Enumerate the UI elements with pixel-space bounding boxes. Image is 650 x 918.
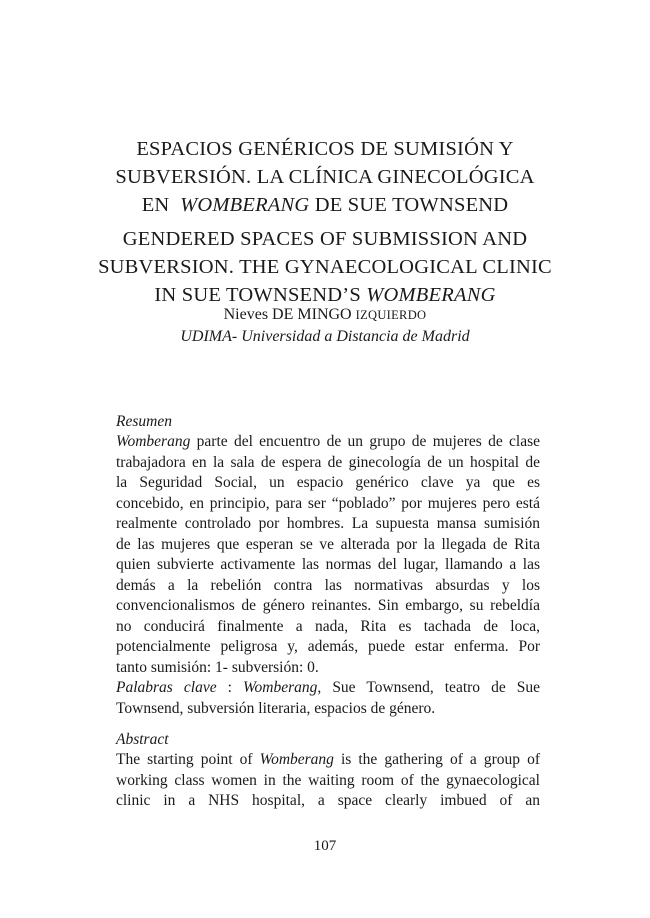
abstract-work-name: Womberang	[259, 751, 334, 768]
resumen-line: concebido, en principio, para ser “poblado” por mujeres pero está	[116, 494, 540, 512]
title-es-line-3	[80, 191, 570, 219]
resumen-line-text: parte del encuentro de un grupo de mujeres de clase	[190, 433, 540, 450]
resumen-line	[116, 432, 540, 453]
resumen-line: no conducirá finalmente a nada, Rita es tachada de loca,	[116, 617, 540, 635]
resumen-line: de las mujeres que esperan se ve alterada por la llegada de Rita	[116, 535, 540, 553]
resumen-line: quien subvierte activamente las normas del lugar, llamando a las	[116, 556, 540, 573]
resumen-work-name: Womberang	[116, 433, 191, 450]
abstract-line: working class women in the waiting room of the gynaecological	[116, 771, 540, 789]
title-es-line-3-suffix: DE SUE TOWNSEND	[314, 194, 509, 216]
title-es-line-2: SUBVERSIÓN. LA CLÍNICA GINECOLÓGICA	[115, 166, 535, 188]
author-block	[80, 304, 570, 347]
abstract-paragraph	[116, 750, 540, 812]
abstract-heading: Abstract	[116, 731, 169, 748]
resumen-line: demás a la rebelión contra las normativas absurdas y los	[116, 576, 540, 594]
abstract-section	[116, 730, 540, 812]
page-number: 107	[313, 838, 337, 854]
keywords-colon: :	[227, 679, 232, 696]
title-en-line-1: GENDERED SPACES OF SUBMISSION AND	[122, 228, 528, 250]
title-en-work-name: WOMBERANG	[366, 284, 496, 306]
keywords-label: Palabras clave	[116, 679, 217, 696]
keywords-work-name: Womberang	[243, 679, 318, 696]
resumen-heading: Resumen	[116, 413, 172, 430]
author-surname-smallcaps: IZQUIERDO	[355, 308, 427, 322]
resumen-paragraph	[116, 432, 540, 719]
english-title	[80, 225, 570, 309]
author-name-main: Nieves DE MINGO	[223, 306, 352, 323]
resumen-line: potencialmente peligrosa y, además, puede estar enferma. Por	[116, 638, 540, 655]
title-en-line-3-prefix: IN SUE TOWNSEND’S	[154, 284, 361, 306]
keywords-rest: , Sue Townsend, teatro de Sue	[317, 679, 541, 696]
resumen-line: la Seguridad Social, un espacio genérico clave ya que es	[116, 474, 540, 491]
author-name	[80, 304, 570, 326]
resumen-line: realmente controlado por hombres. La supuesta mansa sumisión	[116, 515, 540, 532]
resumen-line: trabajadora en la sala de espera de ginecología de un hospital de	[116, 453, 540, 471]
keywords-line	[116, 678, 540, 699]
title-es-work-name: WOMBERANG	[180, 194, 310, 216]
keywords-line: Townsend, subversión literaria, espacios de género.	[116, 699, 436, 717]
author-affiliation: UDIMA- Universidad a Distancia de Madrid	[180, 328, 470, 345]
resumen-section	[116, 412, 540, 719]
abstract-line-1-suffix: is the gathering of a group of	[333, 751, 540, 768]
title-en-line-2: SUBVERSION. THE GYNAECOLOGICAL CLINIC	[98, 256, 552, 278]
abstract-line: clinic in a NHS hospital, a space clearly imbued of an	[116, 792, 540, 809]
abstract-line-1-prefix: The starting point of	[116, 751, 260, 768]
resumen-line: tanto sumisión: 1- subversión: 0.	[116, 658, 319, 676]
title-es-line-3-prefix: EN	[141, 194, 170, 216]
title-es-line-1: ESPACIOS GENÉRICOS DE SUMISIÓN Y	[136, 138, 514, 160]
spanish-title	[80, 135, 570, 219]
resumen-line: convencionalismos de género reinantes. Sin embargo, su rebeldía	[116, 597, 540, 614]
abstract-line	[116, 750, 540, 771]
